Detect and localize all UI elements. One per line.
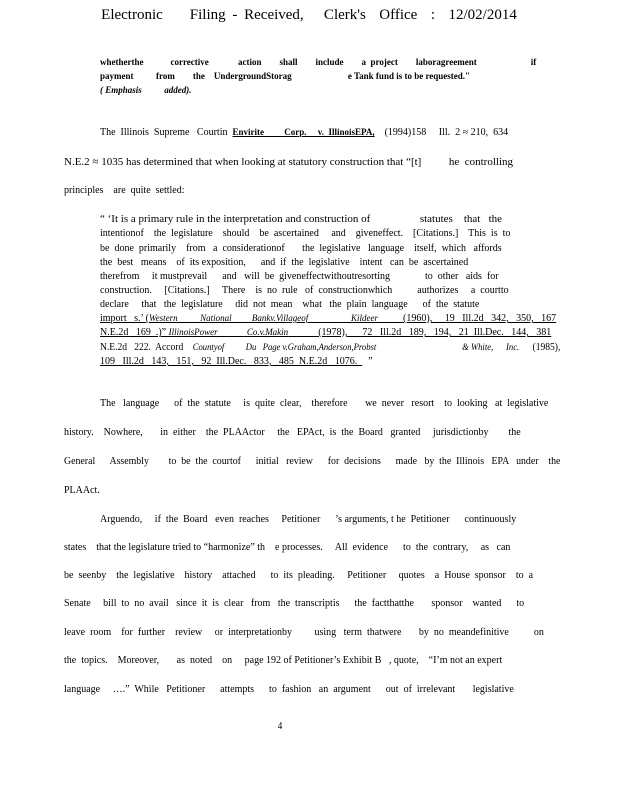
block-quote-line-1: “ ‘It is a primary rule in the interpretation and construction of statutes that the: [100, 213, 503, 225]
block-quote-line-10-post: (1985),: [532, 342, 561, 353]
quote-intro-line-2: payment from the UndergroundStorag e Tank fund is to be requested.": [100, 71, 471, 81]
block-quote-line-11-text: 109 Ill.2d 143, 151, 92 Ill.Dec. 833, 485 N.E.2d 1076.: [100, 356, 363, 367]
quote-intro-line-1: whetherthe corrective action shall include a project laboragreement if: [100, 57, 537, 67]
para3-line-1: Arguendo, if the Board even reaches Petitioner ’s arguments, t he Petitioner continuously: [100, 514, 517, 525]
quote-intro-line-3: ( Emphasis added).: [100, 85, 192, 95]
para2-line-4: PLAAct.: [64, 485, 100, 496]
para2-line-1: The language of the statute is quite clear, therefore we never resort to looking at legislative: [100, 398, 549, 409]
para3-line-4: Senate bill to no avail since it is clear from the transcriptis the factthatthe sponsor wanted to: [64, 598, 525, 609]
case-citation-white-inc: & White, Inc.: [462, 342, 520, 352]
block-quote-line-9-post: (1978), 72 Ill.2d 189, 194, 21 Ill.Dec. 144, 381: [288, 327, 552, 338]
para2-line-2: history. Nowhere, in either the PLAActor the EPAct, is the Board granted jurisdictionby the: [64, 427, 521, 438]
page-number: 4: [277, 721, 283, 732]
para3-line-7: language ….” While Petitioner attempts to fashion an argument out of irrelevant legislative: [64, 684, 514, 695]
block-quote-line-8: [100, 314, 556, 324]
case-citation-envirite: Envirite Corp. v. IllinoisEPA,: [232, 127, 375, 137]
para2-line-3: General Assembly to be the courtof initial review for decisions made by the Illinois EPA under the: [64, 456, 561, 467]
para1-line-1: [100, 128, 508, 138]
block-quote-line-9-pre: N.E.2d 169 .)”: [100, 327, 169, 338]
block-quote-line-8-pre: import s.’ (: [100, 313, 149, 324]
case-citation-illinois-power: IllinoisPower Co.v.Makin: [168, 327, 289, 337]
block-quote-closing-mark: ”: [368, 356, 373, 367]
para3-line-6: the topics. Moreover, as noted on page 192 of Petitioner’s Exhibit B , quote, “I’m not an expert: [64, 655, 503, 666]
block-quote-line-8-post: (1960), 19 Ill.2d 342, 350, 167: [378, 313, 557, 324]
block-quote-line-7: declare that the legislature did not mean what the plain language of the statute: [100, 299, 480, 310]
block-quote-line-9: [100, 328, 551, 338]
block-quote-line-5: therefrom it mustprevail and will be giveneffectwithoutresorting to other aids for: [100, 271, 499, 282]
block-quote-line-4: the best means of its exposition, and if the legislative intent can be ascertained: [100, 257, 469, 268]
case-citation-county-of-du-page: Countyof Du Page v.Graham,Anderson,Probst: [192, 342, 377, 352]
block-quote-line-10: [100, 343, 560, 353]
para3-line-5: leave room for further review or interpretationby using term thatwere by no meandefinitive on: [64, 627, 544, 638]
block-quote-line-3: be done primarily from a considerationof the legislative language itself, which affords: [100, 243, 502, 254]
para1-line-3: principles are quite settled:: [64, 185, 185, 196]
block-quote-line-11: [100, 357, 373, 367]
para1-line-2: N.E.2 ≈ 1035 has determined that when looking at statutory construction that “[t] he controlling: [64, 156, 513, 168]
case-citation-western-national: Western National Bankv.Villageof Kildeer: [148, 313, 379, 323]
document-header: Electronic Filing - Received, Clerk's Office : 12/02/2014: [101, 7, 517, 23]
block-quote-line-6: construction. [Citations.] There is no rule of constructionwhich authorizes a courtto: [100, 285, 509, 296]
block-quote-line-2: intentionof the legislature should be ascertained and giveneffect. [Citations.] This is to: [100, 228, 511, 239]
para3-line-2: states that the legislature tried to “harmonize” th e processes. All evidence to the contrary, as can: [64, 542, 511, 553]
para1-line-1-pre: The Illinois Supreme Courtin: [100, 127, 233, 138]
para3-line-3: be seenby the legislative history attached to its pleading. Petitioner quotes a House sponsor to a: [64, 570, 534, 581]
para1-line-1-post: (1994)158 Ill. 2 ≈ 210, 634: [374, 127, 509, 138]
block-quote-line-10-pre: N.E.2d 222. Accord: [100, 342, 193, 353]
